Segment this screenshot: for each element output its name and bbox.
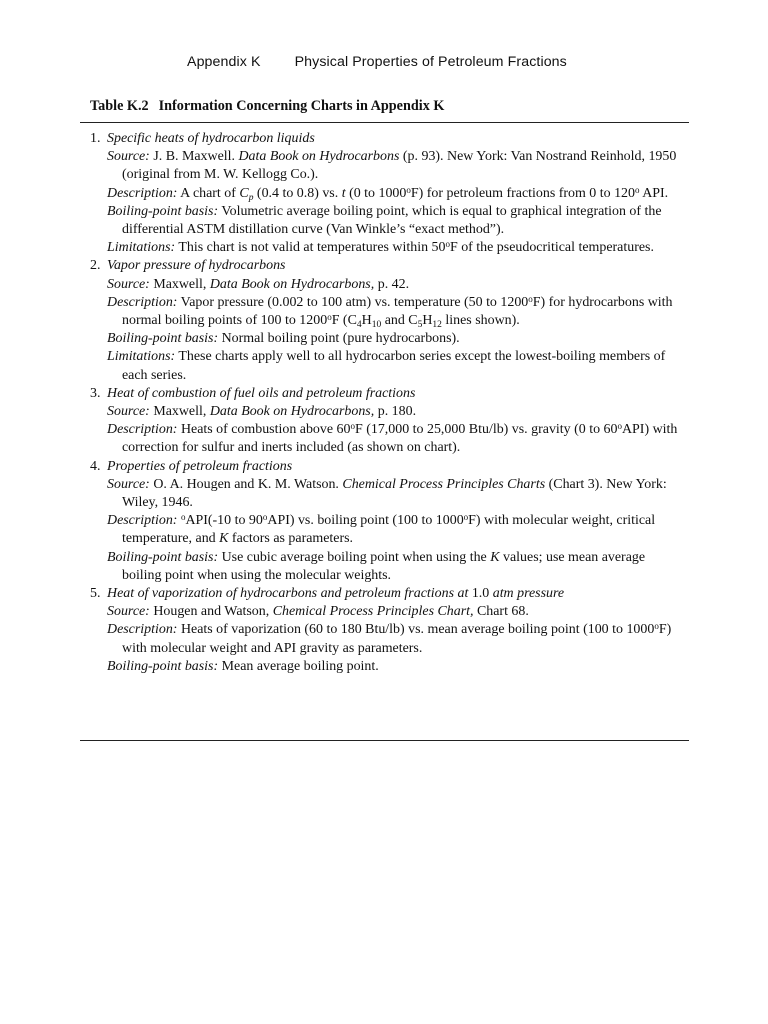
- running-header: [187, 54, 567, 70]
- list-item: [80, 385, 682, 458]
- list-item: [80, 130, 682, 257]
- boiling-point-basis-field: Boiling-point basis: Volumetric average boiling point, which is equal to graphical integration of the differential ASTM distillation curve (Van Winkle’s “exact method”).: [107, 203, 662, 238]
- entry-title: Heat of vaporization of hydrocarbons and petroleum fractions at 1.0 atm pressure: [107, 586, 565, 602]
- table-title: Information Concerning Charts in Appendix K: [158, 98, 445, 114]
- table-top-rule: [80, 122, 689, 123]
- description-field: Description: Heats of combustion above 60$^o$F (17,000 to 25,000 Btu/lb) vs. gravity (0 to 60$^o$API) with correction for sulfur and inerts included (as shown on chart).: [107, 421, 678, 456]
- description-field: Description: A chart of $C_p$ (0.4 to 0.8) vs. t (0 to 1000$^o$F) for petroleum fractions from 0 to 120$^o$ API.: [107, 184, 669, 203]
- list-item: [80, 257, 682, 384]
- table-caption: [90, 98, 444, 115]
- source-field: Source: Maxwell, Data Book on Hydrocarbons, p. 42.: [107, 276, 410, 292]
- entry-number: 3.: [90, 385, 101, 401]
- source-field: Source: O. A. Hougen and K. M. Watson. Chemical Process Principles Charts (Chart 3). New York: Wiley, 1946.: [107, 476, 667, 511]
- source-field: Source: J. B. Maxwell. Data Book on Hydrocarbons (p. 93). New York: Van Nostrand Reinhold, 1950 (original from M. W. Kellogg Co.).: [107, 149, 677, 183]
- entry-title: Specific heats of hydrocarbon liquids: [107, 131, 315, 146]
- limitations-field: Limitations: These charts apply well to all hydrocarbon series except the lowest-boiling members of each series.: [107, 349, 666, 383]
- description-field: Description: Heats of vaporization (60 to 180 Btu/lb) vs. mean average boiling point (100 to 1000$^o$F) with molecular weight and API gravity as parameters.: [107, 621, 672, 656]
- header-title: Physical Properties of Petroleum Fractions: [294, 54, 567, 70]
- list-item: [80, 585, 682, 676]
- limitations-field: Limitations: This chart is not valid at temperatures within 50$^o$F of the pseudocritical temperatures.: [107, 239, 654, 256]
- table-body: [80, 130, 682, 676]
- entry-number: 2.: [90, 258, 101, 274]
- entry-number: 1.: [90, 131, 101, 146]
- source-field: Source: Hougen and Watson, Chemical Process Principles Chart, Chart 68.: [107, 604, 529, 620]
- header-appendix-label: Appendix K: [187, 54, 261, 70]
- entry-title: Vapor pressure of hydrocarbons: [107, 258, 286, 274]
- list-item: [80, 458, 682, 585]
- entry-title: Heat of combustion of fuel oils and petroleum fractions: [107, 385, 416, 401]
- table-bottom-rule: [80, 740, 689, 741]
- boiling-point-basis-field: Boiling-point basis: Normal boiling point (pure hydrocarbons).: [107, 331, 460, 347]
- description-field: Description: $^o$API(-10 to 90$^o$API) vs. boiling point (100 to 1000$^o$F) with molecular weight, critical temperature, and K factors as parameters.: [107, 512, 656, 547]
- table-number: Table K.2: [90, 98, 149, 114]
- source-field: Source: Maxwell, Data Book on Hydrocarbons, p. 180.: [107, 404, 417, 420]
- entry-number: 5.: [90, 586, 101, 602]
- boiling-point-basis-field: Boiling-point basis: Use cubic average boiling point when using the K values; use mean average boiling point when using the molecular weights.: [107, 549, 646, 583]
- entry-number: 4.: [90, 458, 101, 474]
- entry-title: Properties of petroleum fractions: [107, 458, 293, 474]
- boiling-point-basis-field: Boiling-point basis: Mean average boiling point.: [107, 658, 379, 674]
- description-field: Description: Vapor pressure (0.002 to 100 atm) vs. temperature (50 to 1200$^o$F) for hydrocarbons with normal boiling points of 100 to 1200$^o$F ($C_4H_{10}$ and $C_5H_{12}$ lines shown).: [107, 293, 673, 331]
